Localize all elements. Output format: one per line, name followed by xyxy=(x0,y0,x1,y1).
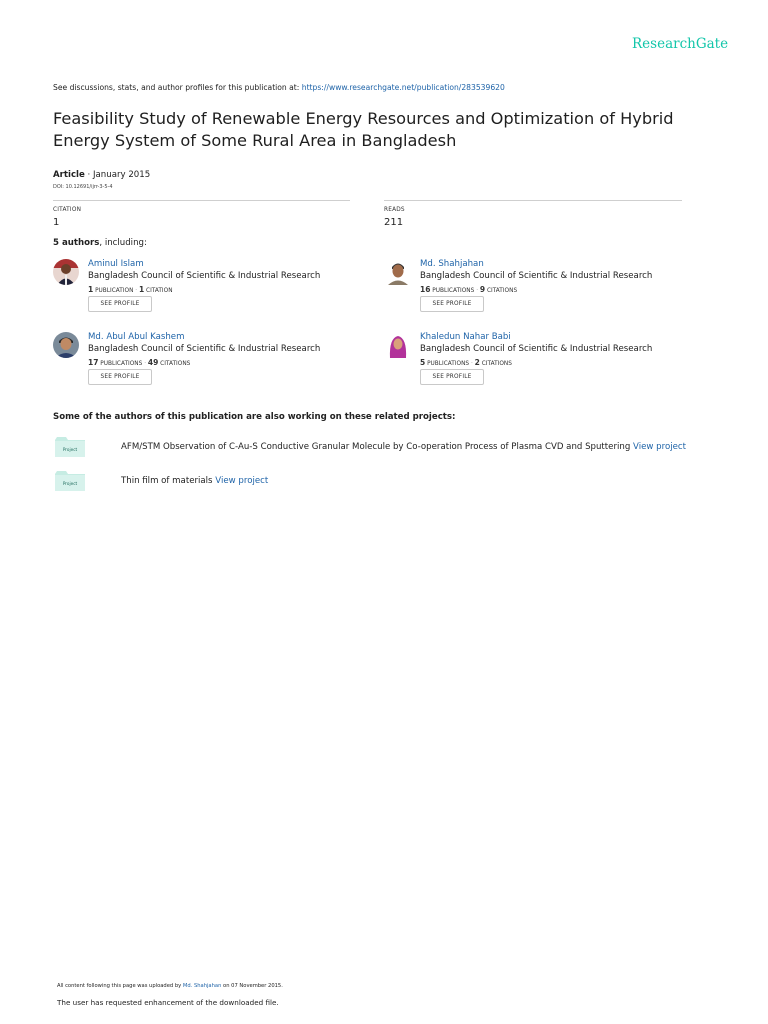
publication-type: Article xyxy=(53,170,85,180)
author-card xyxy=(385,259,685,314)
project-folder-icon xyxy=(55,437,85,456)
citation-count: 49 xyxy=(147,358,159,367)
publication-label: PUBLICATIONS xyxy=(432,288,475,294)
author-card xyxy=(385,332,685,387)
author-stats xyxy=(88,358,190,367)
uploader-link[interactable]: Md. Shahjahan xyxy=(182,983,222,989)
researchgate-logo[interactable]: ResearchGate xyxy=(632,36,729,52)
author-affiliation: Bangladesh Council of Scientific & Industrial Research xyxy=(88,271,321,281)
citation-count: 1 xyxy=(53,217,60,228)
enhancement-notice: The user has requested enhancement of the downloaded file. xyxy=(57,998,279,1007)
publication-url-link[interactable]: https://www.researchgate.net/publication/283539620 xyxy=(301,83,505,92)
author-name-link[interactable]: Aminul Islam xyxy=(88,259,144,269)
reads-count: 211 xyxy=(384,217,404,228)
authors-count: 5 authors xyxy=(53,238,100,248)
citation-label: CITATION xyxy=(146,288,173,294)
citation-label: CITATIONS xyxy=(486,288,518,294)
authors-suffix: , including: xyxy=(99,238,147,248)
author-name-link[interactable]: Khaledun Nahar Babi xyxy=(420,332,511,342)
related-projects-header: Some of the authors of this publication are also working on these related projects: xyxy=(53,412,456,422)
related-project-item xyxy=(121,476,268,486)
upload-suffix: on 07 November 2015. xyxy=(223,983,283,989)
upload-prefix: All content following this page was uploaded by xyxy=(57,983,182,989)
author-card xyxy=(53,259,353,314)
project-title: Thin film of materials xyxy=(121,476,213,486)
publication-count: 1 xyxy=(88,285,94,294)
project-icon-label: Project xyxy=(62,447,78,452)
author-avatar[interactable] xyxy=(53,332,79,358)
author-name-link[interactable]: Md. Abul Abul Kashem xyxy=(88,332,185,342)
publication-count: 17 xyxy=(88,358,99,367)
citation-label: CITATIONS xyxy=(481,361,512,367)
citation-count: 1 xyxy=(138,285,145,294)
see-profile-button[interactable]: SEE PROFILE xyxy=(88,296,152,312)
project-folder-icon xyxy=(55,471,85,490)
related-project-item xyxy=(121,442,686,452)
author-affiliation: Bangladesh Council of Scientific & Industrial Research xyxy=(420,344,653,354)
stats-separator: · xyxy=(135,288,138,294)
see-profile-button[interactable]: SEE PROFILE xyxy=(420,369,484,385)
publication-doi: DOI: 10.12691/ijrr-3-5-4 xyxy=(53,184,113,190)
author-avatar[interactable] xyxy=(385,259,411,285)
see-profile-button[interactable]: SEE PROFILE xyxy=(420,296,484,312)
publication-meta xyxy=(53,170,150,180)
reads-label: READS xyxy=(384,207,405,213)
author-affiliation: Bangladesh Council of Scientific & Industrial Research xyxy=(88,344,321,354)
publication-title: Feasibility Study of Renewable Energy Resources and Optimization of Hybrid Energy System of Some Rural Area in Bangladesh xyxy=(53,109,674,150)
discussion-text: See discussions, stats, and author profiles for this publication at: xyxy=(53,83,300,92)
author-stats xyxy=(420,358,512,367)
see-profile-button[interactable]: SEE PROFILE xyxy=(88,369,152,385)
author-avatar[interactable] xyxy=(385,332,411,358)
reads-divider xyxy=(384,200,682,201)
project-icon-label: Project xyxy=(62,481,78,486)
publication-count: 16 xyxy=(420,285,431,294)
citation-divider xyxy=(53,200,350,201)
view-project-link[interactable]: View project xyxy=(633,442,686,452)
citation-label: CITATION xyxy=(53,207,82,213)
authors-header xyxy=(53,238,147,248)
publication-label: PUBLICATION xyxy=(95,288,134,294)
publication-label: PUBLICATIONS xyxy=(427,361,470,367)
publication-count: 5 xyxy=(420,358,426,367)
discussion-line xyxy=(53,83,505,92)
author-stats xyxy=(88,285,173,294)
citation-count: 2 xyxy=(474,358,480,367)
stats-separator: · xyxy=(144,361,147,367)
view-project-link[interactable]: View project xyxy=(215,476,269,486)
publication-label: PUBLICATIONS xyxy=(100,361,143,367)
author-name-link[interactable]: Md. Shahjahan xyxy=(420,259,484,269)
stats-separator: · xyxy=(470,361,473,367)
citation-label: CITATIONS xyxy=(160,361,191,367)
author-stats xyxy=(420,285,517,294)
publication-date: · January 2015 xyxy=(87,170,151,180)
author-card xyxy=(53,332,353,387)
author-avatar[interactable] xyxy=(53,259,79,285)
stats-separator: · xyxy=(476,288,479,294)
citation-count: 9 xyxy=(479,285,486,294)
project-title: AFM/STM Observation of C-Au-S Conductive Granular Molecule by Co-operation Process of Plasma CVD and Sputtering xyxy=(121,442,631,452)
author-affiliation: Bangladesh Council of Scientific & Industrial Research xyxy=(420,271,653,281)
upload-notice xyxy=(57,983,283,989)
